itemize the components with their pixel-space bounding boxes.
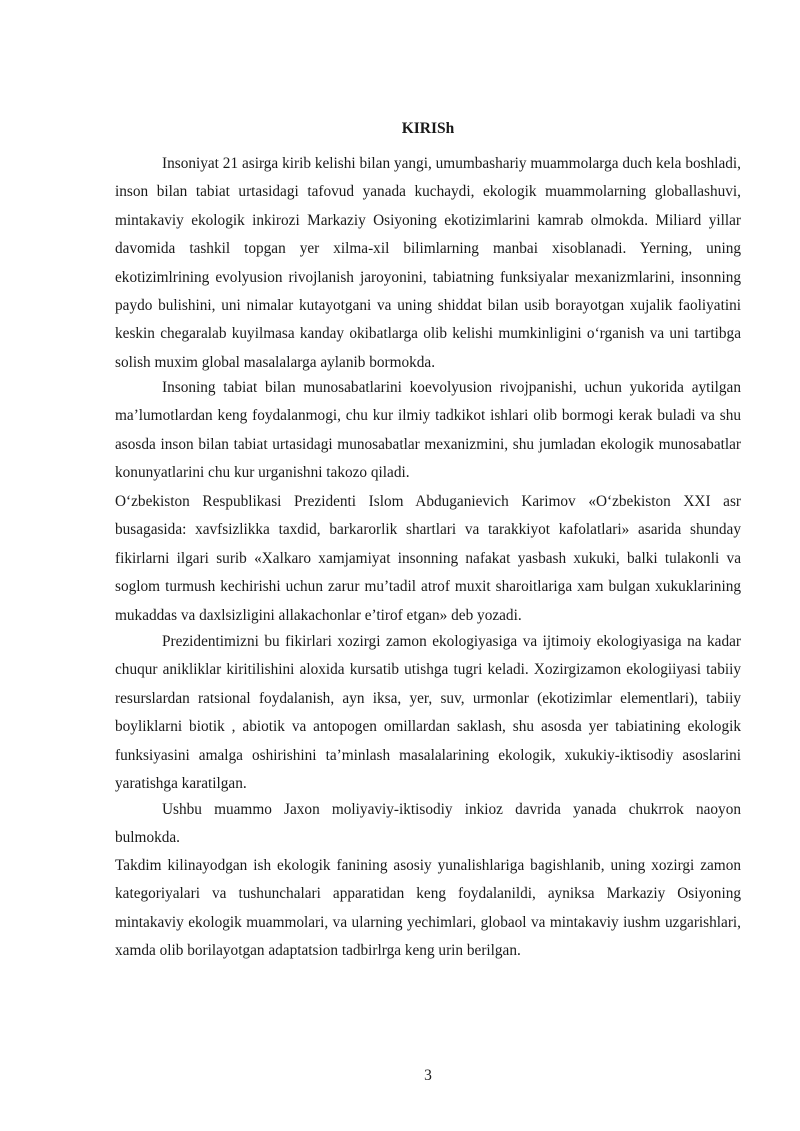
page-title: KIRISh <box>401 120 455 137</box>
paragraph-intro: Insoniyat 21 asirga kirib kelishi bilan yangi, umumbashariy muammolarga duch kela boshladi, inson bilan tabiat urtasidagi tafovud yanada kuchaydi, ekologik muammolarning globallashuvi, mintakaviy ekologik inkirozi Markaziy Osiyoning ekotizimlarini kamrab olmokda. Miliard yillar davomida tashkil topgan yer xilma-xil bilimlarning manbai xisoblanadi. Yerning, uning ekotizimlrining evolyusion rivojlanish jaroyonini, tabiatning funksiyalar mexanizmlarini, insonning paydo bulishini, uni nimalar kutayotgani va uning shiddat bilan usib borayotgan xujalik faoliyatini keskin chegaralab kuyilmasa kanday okibatlarga olib kelishi mumkinligini o‘rganish va uni tartibga solish muxim global masalalarga aylanib bormokda. <box>115 155 741 371</box>
paragraph-coevolution: Insoning tabiat bilan munosabatlarini koevolyusion rivojpanishi, uchun yukorida aytilgan ma’lumotlardan keng foydalanmogi, chu kur ilmiy tadkikot ishlari olib bormogi kerak buladi va shu asosda inson bilan tabiat urtasidagi munosabatlar mexanizmini, shu jumladan ekologik munosabatlar konunyatlarini chu kur urganishni takozo qiladi. <box>115 379 741 482</box>
paragraph-crisis: Ushbu muammo Jaxon moliyaviy-iktisodiy inkioz davrida yanada chukrrok naoyon bulmokda. <box>115 801 741 847</box>
page-number: 3 <box>424 1067 432 1084</box>
paragraph-president-quote: O‘zbekiston Respublikasi Prezidenti Islom Abduganievich Karimov «O‘zbekiston XXI asr busagasida: xavfsizlikka taxdid, barkarorlik shartlari va tarakkiyot kafolatlari» asarida shunday fikirlarni ilgari surib «Xalkaro xamjamiyat insonning nafakat yasbash xukuki, balki tulakonli va soglom turmush kechirishi uchun zarur mu’tadil atrof muxit sharoitlariga xam bulgan xukuklarining mukaddas va daxlsizligini allakachonlar e’tirof etgan» deb yozadi. <box>115 493 741 624</box>
paragraph-work-summary: Takdim kilinayodgan ish ekologik fanining asosiy yunalishlariga bagishlanib, uning xozirgi zamon kategoriyalari va tushunchalari apparatidan keng foydalanildi, ayniksa Markaziy Osiyoning mintakaviy ekologik muammolari, va ularning yechimlari, globaol va mintakaviy iushm uzgarishlari, xamda olib borilayotgan adaptatsion tadbirlrga keng urin berilgan. <box>115 857 741 960</box>
paragraph-modern-ecology: Prezidentimizni bu fikirlari xozirgi zamon ekologiyasiga va ijtimoiy ekologiyasiga na kadar chuqur anikliklar kiritilishini aloxida kursatib utishga tugri keladi. Xozirgizamon ekologiiyasi tabiiy resurslardan ratsional foydalanish, ayn iksa, yer, suv, urmonlar (ekotizimlar elementlari), tabiiy boyliklarni biotik , abiotik va antopogen omillardan saklash, shu asosda yer tabiatining ekologik funksiyasini amalga oshirishini ta’minlash masalalarining ekologik, xukukiy-iktisodiy asoslarini yaratishga karatilgan. <box>115 633 741 793</box>
